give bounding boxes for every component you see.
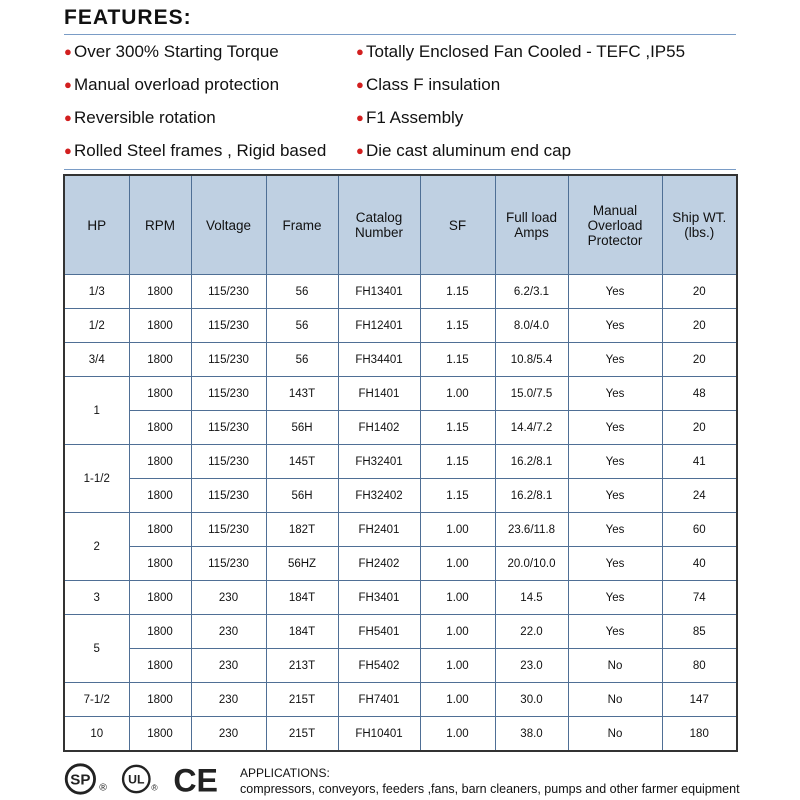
table-cell: FH34401 <box>338 343 420 377</box>
feature-item <box>64 41 364 74</box>
hp-cell: 7-1/2 <box>64 683 129 717</box>
table-cell: 230 <box>191 615 266 649</box>
table-cell: 20 <box>662 309 737 343</box>
table-cell: 16.2/8.1 <box>495 445 568 479</box>
feature-text: Manual overload protection <box>74 75 280 94</box>
svg-text:®: ® <box>99 782 107 794</box>
table-cell: 1800 <box>129 309 191 343</box>
table-cell: Yes <box>568 445 662 479</box>
table-cell: 1800 <box>129 513 191 547</box>
table-cell: 115/230 <box>191 445 266 479</box>
applications-body: compressors, conveyors, feeders ,fans, barn cleaners, pumps and other farmer equipment <box>240 782 740 796</box>
column-header: Frame <box>266 175 338 275</box>
table-cell: 1800 <box>129 445 191 479</box>
hp-cell: 1 <box>64 377 129 445</box>
column-header: Catalog Number <box>338 175 420 275</box>
table-cell: 230 <box>191 649 266 683</box>
bullet-icon: ● <box>64 143 72 158</box>
bottom-divider <box>64 169 736 170</box>
hp-cell: 3/4 <box>64 343 129 377</box>
top-divider <box>64 34 736 35</box>
table-cell: 16.2/8.1 <box>495 479 568 513</box>
table-cell: FH12401 <box>338 309 420 343</box>
hp-cell: 10 <box>64 717 129 752</box>
table-row <box>64 343 737 377</box>
table-cell: Yes <box>568 513 662 547</box>
table-cell: FH10401 <box>338 717 420 752</box>
feature-item <box>356 107 736 140</box>
table-cell: 1800 <box>129 275 191 309</box>
table-cell: Yes <box>568 479 662 513</box>
table-cell: Yes <box>568 547 662 581</box>
column-header: Ship WT. (lbs.) <box>662 175 737 275</box>
table-cell: 56HZ <box>266 547 338 581</box>
applications-block <box>240 765 740 797</box>
table-cell: 20 <box>662 411 737 445</box>
table-cell: 1.15 <box>420 309 495 343</box>
feature-text: F1 Assembly <box>366 108 464 127</box>
table-cell: No <box>568 717 662 752</box>
table-cell: FH3401 <box>338 581 420 615</box>
table-row <box>64 479 737 513</box>
table-cell: 1.15 <box>420 275 495 309</box>
table-cell: 180 <box>662 717 737 752</box>
feature-item <box>64 74 364 107</box>
table-cell: FH1401 <box>338 377 420 411</box>
table-cell: 215T <box>266 683 338 717</box>
table-row <box>64 615 737 649</box>
table-cell: No <box>568 683 662 717</box>
table-row <box>64 547 737 581</box>
table-cell: 115/230 <box>191 547 266 581</box>
table-row <box>64 275 737 309</box>
column-header: Voltage <box>191 175 266 275</box>
table-cell: 1.00 <box>420 513 495 547</box>
table-cell: Yes <box>568 309 662 343</box>
table-cell: 1800 <box>129 581 191 615</box>
table-row <box>64 581 737 615</box>
table-cell: 230 <box>191 717 266 752</box>
feature-text: Reversible rotation <box>74 108 216 127</box>
table-cell: FH5402 <box>338 649 420 683</box>
table-cell: 1800 <box>129 683 191 717</box>
bullet-icon: ● <box>64 110 72 125</box>
column-header: HP <box>64 175 129 275</box>
table-cell: Yes <box>568 275 662 309</box>
table-row <box>64 377 737 411</box>
table-cell: 115/230 <box>191 411 266 445</box>
bullet-icon: ● <box>356 77 364 92</box>
features-list-left <box>64 41 364 173</box>
hp-cell: 1-1/2 <box>64 445 129 513</box>
table-row <box>64 411 737 445</box>
table-cell: 215T <box>266 717 338 752</box>
csa-logo-text: SP <box>70 771 91 789</box>
table-cell: 56 <box>266 309 338 343</box>
table-cell: 1800 <box>129 411 191 445</box>
table-cell: FH2401 <box>338 513 420 547</box>
ul-logo-icon <box>118 762 164 796</box>
table-cell: 115/230 <box>191 513 266 547</box>
table-cell: 38.0 <box>495 717 568 752</box>
table-cell: 6.2/3.1 <box>495 275 568 309</box>
table-cell: Yes <box>568 377 662 411</box>
applications-title: APPLICATIONS: <box>240 766 330 780</box>
table-cell: 14.5 <box>495 581 568 615</box>
table-cell: 56H <box>266 411 338 445</box>
table-cell: Yes <box>568 411 662 445</box>
table-cell: Yes <box>568 615 662 649</box>
feature-item <box>356 41 736 74</box>
table-cell: 40 <box>662 547 737 581</box>
table-cell: 14.4/7.2 <box>495 411 568 445</box>
bullet-icon: ● <box>356 110 364 125</box>
table-cell: 23.6/11.8 <box>495 513 568 547</box>
table-row <box>64 513 737 547</box>
table-cell: 1.15 <box>420 445 495 479</box>
table-cell: 115/230 <box>191 275 266 309</box>
ce-mark-text: CE <box>173 762 218 796</box>
table-row <box>64 649 737 683</box>
table-cell: 115/230 <box>191 377 266 411</box>
feature-item <box>64 107 364 140</box>
table-cell: 143T <box>266 377 338 411</box>
hp-cell: 5 <box>64 615 129 683</box>
table-cell: 15.0/7.5 <box>495 377 568 411</box>
table-cell: 23.0 <box>495 649 568 683</box>
bullet-icon: ● <box>356 143 364 158</box>
table-cell: 56H <box>266 479 338 513</box>
features-list-right <box>356 41 736 173</box>
features-title: FEATURES: <box>64 6 192 29</box>
feature-text: Over 300% Starting Torque <box>74 42 279 61</box>
table-cell: 145T <box>266 445 338 479</box>
table-cell: 115/230 <box>191 479 266 513</box>
column-header: Full load Amps <box>495 175 568 275</box>
table-cell: 230 <box>191 581 266 615</box>
table-cell: 1.00 <box>420 683 495 717</box>
ce-mark-icon <box>170 762 222 796</box>
table-row <box>64 445 737 479</box>
table-cell: 74 <box>662 581 737 615</box>
table-cell: FH5401 <box>338 615 420 649</box>
column-header: RPM <box>129 175 191 275</box>
table-cell: 1800 <box>129 479 191 513</box>
feature-text: Die cast aluminum end cap <box>366 141 572 160</box>
table-cell: 1.15 <box>420 479 495 513</box>
hp-cell: 1/3 <box>64 275 129 309</box>
table-cell: 1800 <box>129 717 191 752</box>
table-cell: 8.0/4.0 <box>495 309 568 343</box>
feature-text: Rolled Steel frames , Rigid based <box>74 141 327 160</box>
hp-cell: 3 <box>64 581 129 615</box>
table-cell: 1.00 <box>420 615 495 649</box>
bullet-icon: ● <box>64 77 72 92</box>
feature-text: Class F insulation <box>366 75 501 94</box>
table-cell: FH13401 <box>338 275 420 309</box>
table-cell: 41 <box>662 445 737 479</box>
table-cell: Yes <box>568 581 662 615</box>
table-row <box>64 683 737 717</box>
feature-text: Totally Enclosed Fan Cooled - TEFC ,IP55 <box>366 42 686 61</box>
feature-item <box>356 74 736 107</box>
table-cell: 22.0 <box>495 615 568 649</box>
table-cell: 60 <box>662 513 737 547</box>
csa-logo-icon <box>62 762 112 796</box>
table-body <box>64 275 737 752</box>
table-cell: 56 <box>266 343 338 377</box>
table-cell: 1.00 <box>420 649 495 683</box>
hp-cell: 1/2 <box>64 309 129 343</box>
table-cell: FH32401 <box>338 445 420 479</box>
table-cell: 147 <box>662 683 737 717</box>
table-cell: 30.0 <box>495 683 568 717</box>
table-cell: 20 <box>662 275 737 309</box>
table-cell: 24 <box>662 479 737 513</box>
table-cell: 1800 <box>129 649 191 683</box>
table-cell: 1.00 <box>420 581 495 615</box>
table-cell: 1.15 <box>420 343 495 377</box>
table-cell: 20 <box>662 343 737 377</box>
motor-spec-table <box>63 174 738 752</box>
bullet-icon: ● <box>64 44 72 59</box>
table-cell: 48 <box>662 377 737 411</box>
table-cell: 1800 <box>129 615 191 649</box>
table-cell: FH7401 <box>338 683 420 717</box>
table-cell: 184T <box>266 581 338 615</box>
table-cell: 213T <box>266 649 338 683</box>
table-header-row <box>64 175 737 275</box>
hp-cell: 2 <box>64 513 129 581</box>
table-cell: 115/230 <box>191 343 266 377</box>
table-cell: 1800 <box>129 547 191 581</box>
ul-logo-text: UL <box>128 772 145 787</box>
table-cell: 1.00 <box>420 377 495 411</box>
table-cell: 56 <box>266 275 338 309</box>
column-header: SF <box>420 175 495 275</box>
table-cell: 230 <box>191 683 266 717</box>
table-cell: 1.15 <box>420 411 495 445</box>
table-cell: 1.00 <box>420 547 495 581</box>
table-cell: FH2402 <box>338 547 420 581</box>
column-header: Manual Overload Protector <box>568 175 662 275</box>
table-cell: FH1402 <box>338 411 420 445</box>
table-cell: 20.0/10.0 <box>495 547 568 581</box>
svg-text:®: ® <box>151 782 158 793</box>
table-cell: 1800 <box>129 377 191 411</box>
bullet-icon: ● <box>356 44 364 59</box>
table-cell: FH32402 <box>338 479 420 513</box>
table-cell: No <box>568 649 662 683</box>
table-cell: 85 <box>662 615 737 649</box>
table-cell: 1.00 <box>420 717 495 752</box>
table-cell: 1800 <box>129 343 191 377</box>
table-row <box>64 309 737 343</box>
table-cell: 184T <box>266 615 338 649</box>
table-cell: 115/230 <box>191 309 266 343</box>
table-cell: Yes <box>568 343 662 377</box>
table-cell: 10.8/5.4 <box>495 343 568 377</box>
table-cell: 80 <box>662 649 737 683</box>
table-cell: 182T <box>266 513 338 547</box>
table-row <box>64 717 737 752</box>
